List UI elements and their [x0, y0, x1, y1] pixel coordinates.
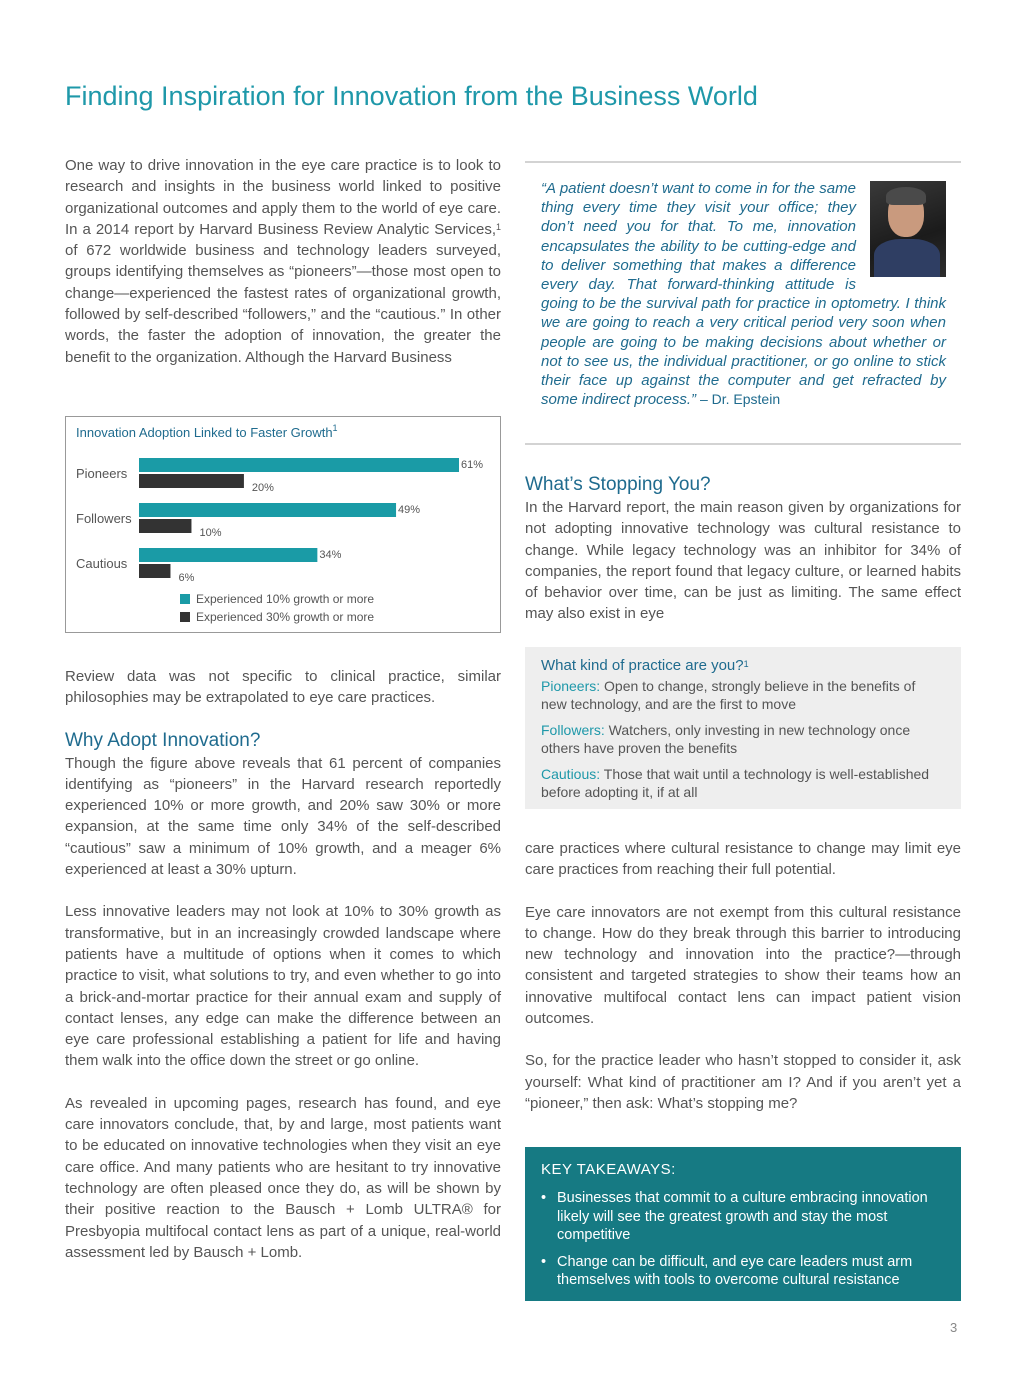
- chart-title: Innovation Adoption Linked to Faster Growth$^1$: [76, 423, 338, 440]
- stopping-heading: What’s Stopping You?: [525, 474, 711, 495]
- sidebar-item-pioneers: Pioneers: Open to change, strongly believe in the benefits of new technology, and are the first to move: [541, 678, 916, 712]
- review-paragraph: Review data was not specific to clinical practice, similar philosophies may be extrapolated to eye care practices.: [65, 668, 501, 707]
- sidebar-item-followers: Followers: Watchers, only investing in new technology once others have proven the benefits: [541, 722, 911, 756]
- data-label: 20%: [251, 482, 274, 494]
- takeaway-item: • Businesses that commit to a culture embracing innovation likely will see the greatest growth and stay the most competitive: [541, 1189, 951, 1245]
- why-adopt-paragraph: Though the figure above reveals that 61 percent of companies identifying as “pioneers” in the Harvard research reportedly experienced 10% or more growth, and 20% saw 30% or more expansion, at the same time only 34% of the self-described “cautious” saw a minimum of 10% growth, and a meager 6% experienced at least a 30% upturn.: [65, 754, 501, 879]
- stopping-paragraph: In the Harvard report, the main reason given by organizations for not adopting innovative technology was cultural resistance to change. While legacy technology was an inhibitor for 34% of companies, the report found that legacy culture, or learned habits of behavior over time, can be just as limiting. The same effect may also exist in eye: [525, 499, 961, 623]
- left-bottom-section: [65, 666, 501, 1263]
- dr-epstein-photo: [870, 181, 946, 277]
- key-takeaways: [525, 1147, 961, 1301]
- right-bottom-section: [525, 838, 961, 1114]
- category-label: Pioneers: [76, 466, 128, 481]
- category-label: Followers: [76, 511, 132, 526]
- page-title: Finding Inspiration for Innovation from the Business World: [65, 81, 758, 111]
- intro-paragraph: One way to drive innovation in the eye care practice is to look to research and insights in the business world linked to positive organizational outcomes and apply them to the world of eye care. In a 2014 report by Harvard Business Review Analytic Services,$^1$ of 672 worldwide business and technology leaders surveyed, groups identifying themselves as “pioneers”—those most open to change—experienced the fastest rates of organizational growth, followed by self-described “followers,” and the “cautious.” In other words, the faster the adoption of innovation, the greater the benefit to the organization. Although the Harvard Business: [65, 157, 501, 366]
- intro-section: [65, 155, 501, 368]
- why-adopt-heading: Why Adopt Innovation?: [65, 729, 261, 751]
- bar-30-percent: [139, 474, 244, 488]
- sidebar-item-cautious: Cautious: Those that wait until a technology is well-established before adopting it, if at all: [541, 766, 930, 800]
- revealed-paragraph: As revealed in upcoming pages, research has found, and eye care innovators conclude, that, by and large, most patients want to be educated on innovative technologies when they visit an eye care office. And many patients who are hesitant to try innovative technology are often pleased once they do, as will be shown by their positive reaction to the Bausch + Lomb ULTRA® for Presbyopia multifocal contact lens as part of a unique, real-world assessment led by Bausch + Lomb.: [65, 1094, 501, 1261]
- sidebar-title: What kind of practice are you?$^1$: [541, 657, 749, 674]
- legend-swatch-teal: [180, 594, 190, 604]
- category-label: Cautious: [76, 556, 128, 571]
- legend-item-30: Experienced 30% growth or more: [180, 609, 374, 625]
- quote-box: [525, 161, 961, 445]
- quote-author: – Dr. Epstein: [696, 391, 781, 408]
- growth-chart: [65, 416, 501, 633]
- legend-swatch-dark: [180, 612, 190, 622]
- data-label: 49%: [398, 504, 421, 516]
- bar-10-percent: [139, 548, 317, 562]
- legend-item-10: Experienced 10% growth or more: [180, 591, 374, 607]
- ask-yourself-paragraph: So, for the practice leader who hasn’t stopped to consider it, ask yourself: What kind of practitioner am I? And if you aren’t yet a “pioneer,” then ask: What’s stopping me?: [525, 1052, 961, 1112]
- innovators-paragraph: Eye care innovators are not exempt from this cultural resistance to change. How do they break through this barrier to introducing new technology and innovation into the practice?—through consistent and targeted strategies to show their teams how an innovative multifocal contact lens can impact patient vision outcomes.: [525, 903, 961, 1028]
- bar-10-percent: [139, 503, 396, 517]
- takeaways-list: [541, 1189, 951, 1298]
- less-innovative-paragraph: Less innovative leaders may not look at 10% to 30% growth as transformative, but in an increasingly crowded landscape where patients have a multitude of options when it comes to which practice to visit, what solutions to try, and even whether to go into a brick-and-mortar practice for their annual exam and supply of contact lenses, any edge can make the difference between an eye care professional establishing a patient for life and having them walk into the office down the street or go online.: [65, 903, 501, 1070]
- bar-10-percent: [139, 458, 459, 472]
- care-paragraph: care practices where cultural resistance to change may limit eye care practices from reaching their full potential.: [525, 840, 961, 879]
- data-label: 10%: [199, 527, 222, 539]
- practice-type-sidebar: [525, 647, 961, 809]
- takeaway-item: • Change can be difficult, and eye care leaders must arm themselves with tools to overcome cultural resistance: [541, 1253, 951, 1290]
- page-number: 3: [950, 1320, 958, 1335]
- data-label: 61%: [461, 459, 484, 471]
- quote: [541, 179, 946, 409]
- stopping-section: [525, 474, 961, 625]
- bar-30-percent: [139, 519, 191, 533]
- data-label: 6%: [178, 572, 195, 584]
- takeaways-title: KEY TAKEAWAYS:: [541, 1161, 676, 1178]
- data-label: 34%: [319, 549, 342, 561]
- bar-30-percent: [139, 564, 170, 578]
- quote-text: “A patient doesn’t want to come in for the same thing every time they visit your office; they don’t need you for that. To me, innovation encapsulates the ability to be cutting-edge and to deliver something that makes a difference every day. That forward-thinking attitude is going to be the survival path for practice in optometry. I think we are going to reach a very critical period very soon when people are going to be making decisions about whether or not to see us, the individual practitioner, or go online to stick their face up against the computer and get refracted by some indirect process.”: [541, 180, 946, 409]
